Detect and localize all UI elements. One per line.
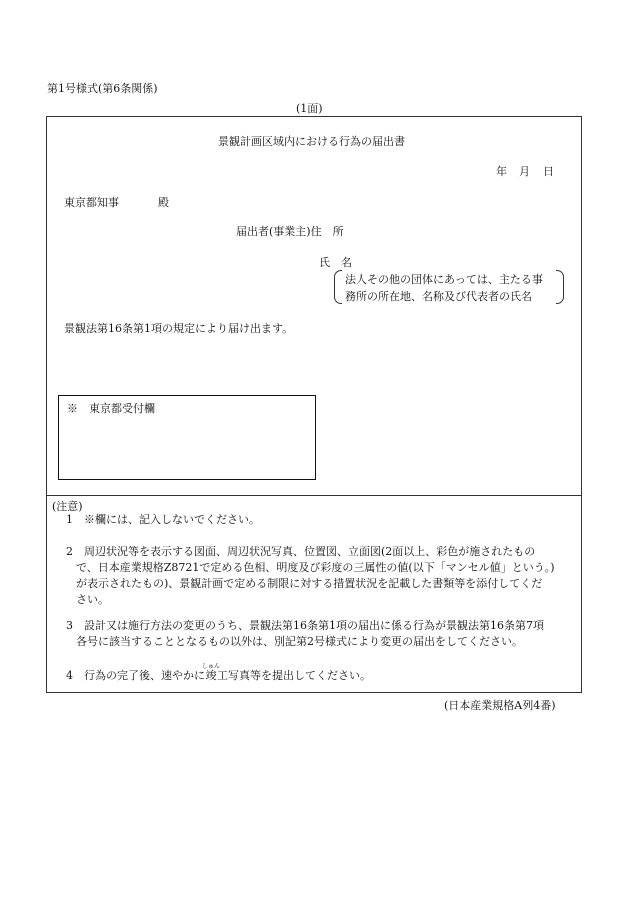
note-4-after: 工写真等を提出してください。 xyxy=(217,669,371,682)
date-day-label: 日 xyxy=(543,165,554,178)
note-3-line-1: 3 設計又は施行方法の変更のうち、景観法第16条第1項の届出に係る行為が景観法第16条第7項 xyxy=(66,619,544,632)
ruby-base: 竣 xyxy=(202,669,220,682)
notes-divider xyxy=(46,495,582,496)
note-item-1 xyxy=(66,512,260,528)
page-label: (1面) xyxy=(296,102,323,115)
note-3-line-2: 各号に該当することとなるもの以外は、別記第2号様式により変更の届出をしてください。 xyxy=(76,635,523,648)
note-item-2 xyxy=(66,544,555,608)
applicant-name-label: 氏 名 xyxy=(319,256,352,269)
note-item-4 xyxy=(66,663,371,684)
note-2-line-2: で、日本産業規格Z8721で定める色相、明度及び彩度の三属性の値(以下「マンセル値」という。) xyxy=(76,561,555,574)
addressee: 東京都知事 xyxy=(64,196,119,209)
date-month-label: 月 xyxy=(519,165,530,178)
honorific: 殿 xyxy=(158,196,169,209)
reception-box xyxy=(58,395,316,480)
ruby-annotation xyxy=(202,663,221,682)
corporation-note-line-1: 法人その他の団体にあっては、主たる事 xyxy=(345,273,543,286)
note-4-before: 4 行為の完了後、速やかに xyxy=(66,669,205,682)
paper-size-spec: (日本産業規格A列4番) xyxy=(444,699,556,712)
applicant-address-label: 届出者(事業主)住 所 xyxy=(236,225,344,238)
corporation-note-line-2: 務所の所在地、名称及び代表者の氏名 xyxy=(345,290,532,303)
ruby-reading: しゅん xyxy=(202,663,221,670)
right-bracket xyxy=(556,270,564,304)
note-2-line-4: さい。 xyxy=(76,593,109,606)
note-item-3 xyxy=(66,618,544,650)
statement: 景観法第16条第1項の規定により届け出ます。 xyxy=(64,322,294,335)
date-year-label: 年 xyxy=(496,165,507,178)
note-1-line: 1 ※欄には、記入しないでください。 xyxy=(66,513,260,526)
notes-heading: (注意) xyxy=(52,500,83,513)
document-title: 景観計画区域内における行為の届出書 xyxy=(218,135,405,148)
form-number: 第1号様式(第6条関係) xyxy=(47,82,158,95)
corporation-note xyxy=(334,270,564,304)
reception-box-label: ※ 東京都受付欄 xyxy=(67,402,155,415)
left-bracket xyxy=(334,270,342,304)
note-2-line-3: が表示されたもの)、景観計画で定める制限に対する措置状況を記載した書類等を添付してくだ xyxy=(76,577,543,590)
note-2-line-1: 2 周辺状況等を表示する図面、周辺状況写真、位置図、立面図(2面以上、彩色が施されたもの xyxy=(66,545,536,558)
